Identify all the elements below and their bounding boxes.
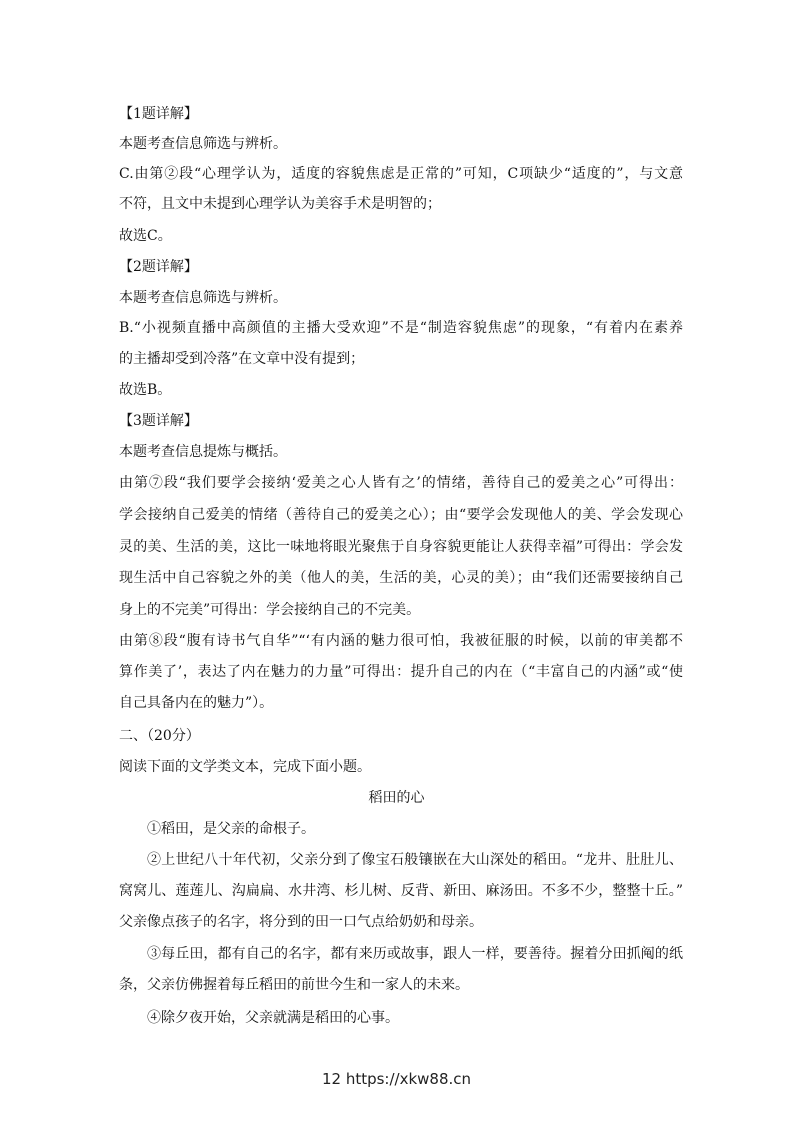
section-heading-q1: 【1题详解】	[119, 106, 198, 122]
paragraph-line: 父亲像点孩子的名字，将分到的田一口气点给奶奶和母亲。	[119, 914, 483, 930]
text-line: 算作美了’，表达了内在魅力的力量”可得出：提升自己的内在（“丰富自己的内涵”或“使	[119, 664, 683, 680]
text-line: 本题考查信息筛选与辨析。	[119, 290, 287, 306]
text-line: 由第⑧段“腹有诗书气自华”“‘有内涵的魅力很可怕，我被征服的时候，以前的审美都不	[119, 633, 683, 649]
text-line: 身上的不完美”可得出：学会接纳自己的不完美。	[119, 602, 421, 618]
section-heading-q3: 【3题详解】	[119, 413, 198, 429]
paragraph-line: ④除夕夜开始，父亲就满是稻田的心事。	[147, 1010, 399, 1026]
paragraph-line: 窝窝儿、莲莲儿、沟扁扁、水井湾、杉儿树、反背、新田、麻汤田。不多不少，整整十丘。”	[119, 883, 683, 899]
text-line: 不符，且文中未提到心理学认为美容手术是明智的；	[119, 196, 441, 212]
text-line: 自己具备内在的魅力”）。	[119, 695, 274, 711]
text-line: C.由第②段“心理学认为，适度的容貌焦虑是正常的”可知，C项缺少“适度的”，与文意	[119, 166, 683, 182]
text-line: 学会接纳自己爱美的情绪（善待自己的爱美之心）；由“要学会发现他人的美、学会发现心	[119, 507, 683, 523]
paragraph-line: ①稻田，是父亲的命根子。	[147, 821, 315, 837]
text-line: 故选C。	[119, 228, 172, 244]
section-heading-q2: 【2题详解】	[119, 259, 198, 275]
paragraph-line: 条，父亲仿佛握着每丘稻田的前世今生和一家人的未来。	[119, 977, 469, 993]
paragraph-line: ②上世纪八十年代初，父亲分到了像宝石般镶嵌在大山深处的稻田。“龙井、肚肚儿、	[147, 852, 683, 868]
part-heading: 二、（20分）	[119, 728, 200, 744]
paragraph-line: ③每丘田，都有自己的名字，都有来历或故事，跟人一样，要善待。握着分田抓阄的纸	[147, 946, 683, 962]
text-line: 故选B。	[119, 382, 172, 398]
text-line: 本题考查信息筛选与辨析。	[119, 136, 287, 152]
text-line: 灵的美、生活的美，这比一味地将眼光聚焦于自身容貌更能让人获得幸福”可得出：学会发	[119, 539, 683, 555]
text-line: 现生活中自己容貌之外的美（他人的美，生活的美，心灵的美）；由“我们还需要接纳自己	[119, 570, 683, 586]
text-line: 由第⑦段“我们要学会接纳‘爱美之心人皆有之’的情绪，善待自己的爱美之心”可得出：	[119, 475, 683, 491]
instruction-line: 阅读下面的文学类文本，完成下面小题。	[119, 759, 371, 775]
text-line: 的主播却受到冷落”在文章中没有提到；	[119, 351, 365, 367]
article-title: 稻田的心	[368, 790, 425, 806]
text-line: B.“小视频直播中高颜值的主播大受欢迎”不是“制造容貌焦虑”的现象，“有着内在素养	[119, 320, 683, 336]
text-line: 本题考查信息提炼与概括。	[119, 444, 287, 460]
page-footer: 12 https://xkw88.cn	[321, 1070, 472, 1088]
